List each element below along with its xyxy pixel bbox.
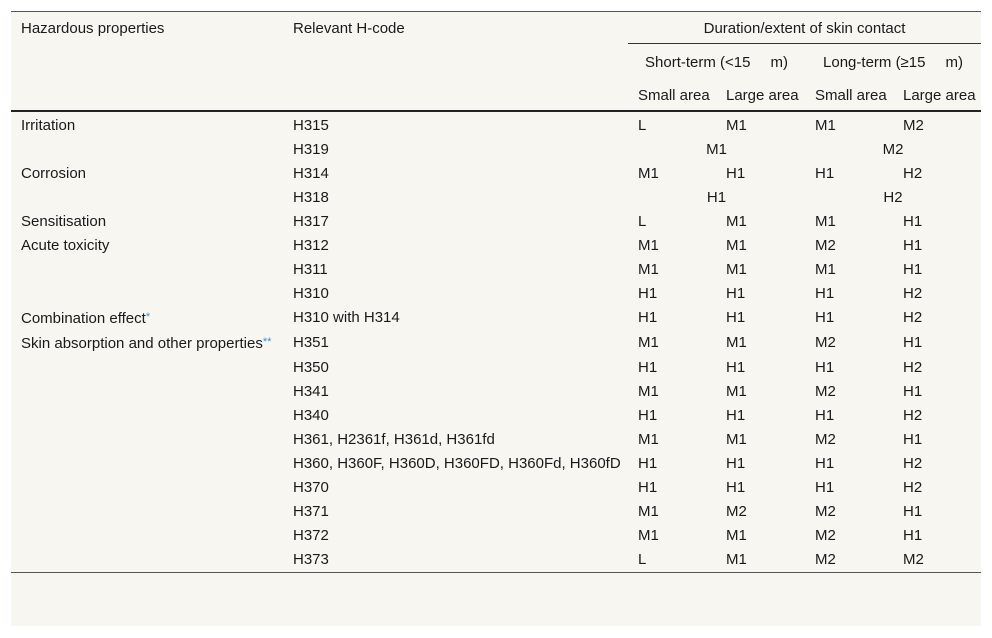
hazard-property-label: Skin absorption and other properties xyxy=(21,335,263,352)
header-hazardous-properties: Hazardous properties xyxy=(21,20,165,37)
value-cell: M1 xyxy=(726,334,747,351)
value-cell: M2 xyxy=(903,117,924,134)
table-row xyxy=(11,111,981,138)
value-cell: M1 xyxy=(815,117,836,134)
table-row xyxy=(11,282,981,306)
value-cell: M1 xyxy=(638,334,659,351)
value-cell: M2 xyxy=(815,527,836,544)
value-cell: H1 xyxy=(903,334,923,351)
hazard-property-cell xyxy=(11,306,283,331)
hcode-cell: H314 xyxy=(293,165,329,182)
header-long-term xyxy=(805,44,981,78)
value-cell: H1 xyxy=(638,285,658,302)
value-cell: M1 xyxy=(815,261,836,278)
hcode-cell: H360, H360F, H360D, H360FD, H360Fd, H360fD xyxy=(293,455,621,472)
value-cell: M1 xyxy=(638,261,659,278)
value-cell: H1 xyxy=(903,383,923,400)
value-cell: H2 xyxy=(903,455,923,472)
header-row-1 xyxy=(11,12,981,44)
hcode-cell: H311 xyxy=(293,261,328,278)
value-cell: M1 xyxy=(638,383,659,400)
value-cell: H1 xyxy=(638,309,658,326)
table-row xyxy=(11,476,981,500)
table-row xyxy=(11,452,981,476)
hcode-cell: H315 xyxy=(293,117,329,134)
table-row xyxy=(11,380,981,404)
value-cell: H1 xyxy=(903,237,923,254)
value-cell: M1 xyxy=(638,431,659,448)
value-cell: M1 xyxy=(726,117,747,134)
value-cell: H1 xyxy=(903,527,923,544)
hazard-property-cell xyxy=(11,186,283,210)
merged-short-value-cell: H1 xyxy=(706,189,727,206)
footnote-link-skin-absorption[interactable]: ** xyxy=(262,336,272,348)
table-row xyxy=(11,356,981,380)
value-cell: M1 xyxy=(638,165,659,182)
value-cell: M1 xyxy=(726,237,747,254)
value-cell: H1 xyxy=(726,309,746,326)
hcode-cell: H370 xyxy=(293,479,329,496)
value-cell: H1 xyxy=(638,407,658,424)
value-cell: H1 xyxy=(815,407,835,424)
hcode-cell: H351 xyxy=(293,334,329,351)
hazard-property-cell: Acute toxicity xyxy=(21,237,110,254)
table-row xyxy=(11,210,981,234)
value-cell: H1 xyxy=(903,431,923,448)
hazard-property-cell xyxy=(11,258,283,282)
value-cell: M1 xyxy=(726,383,747,400)
value-cell: L xyxy=(638,551,647,568)
header-relevant-hcode: Relevant H-code xyxy=(293,20,405,37)
value-cell: M1 xyxy=(638,527,659,544)
hazard-property-label: Combination effect xyxy=(21,310,146,327)
header-large-area-long: Large area xyxy=(903,87,976,104)
hcode-cell: H319 xyxy=(293,141,329,158)
value-cell: M1 xyxy=(726,551,747,568)
value-cell: H1 xyxy=(726,285,746,302)
table-row xyxy=(11,404,981,428)
hazard-property-cell xyxy=(11,356,283,380)
hazard-property-cell xyxy=(11,380,283,404)
value-cell: M1 xyxy=(638,503,659,520)
hcode-cell: H373 xyxy=(293,551,329,568)
skin-contact-hazard-table xyxy=(11,11,981,573)
value-cell: H1 xyxy=(638,479,658,496)
header-small-area-long: Small area xyxy=(815,87,887,104)
hcode-cell: H340 xyxy=(293,407,329,424)
hazard-property-cell xyxy=(11,138,283,162)
value-cell: M1 xyxy=(638,237,659,254)
value-cell: H1 xyxy=(815,455,835,472)
hazard-property-cell: Sensitisation xyxy=(21,213,107,230)
hcode-cell: H371 xyxy=(293,503,329,520)
hazard-property-cell xyxy=(11,428,283,452)
value-cell: H2 xyxy=(903,407,923,424)
hazard-property-cell xyxy=(11,500,283,524)
hazard-property-cell xyxy=(11,452,283,476)
value-cell: M2 xyxy=(903,551,924,568)
value-cell: M2 xyxy=(815,237,836,254)
hazard-property-cell xyxy=(11,476,283,500)
value-cell: H2 xyxy=(903,359,923,376)
header-duration: Duration/extent of skin contact xyxy=(628,12,981,44)
value-cell: H1 xyxy=(903,213,923,230)
header-long-term-label: Long-term (≥15 xyxy=(823,54,926,71)
hazard-property-cell xyxy=(11,331,283,356)
merged-short-value-cell: M1 xyxy=(706,141,727,158)
hcode-cell: H317 xyxy=(293,213,329,230)
header-small-area-short: Small area xyxy=(638,87,710,104)
value-cell: H2 xyxy=(903,309,923,326)
skin-contact-table-container xyxy=(11,11,981,626)
header-short-term-label: Short-term (<15 xyxy=(645,54,751,71)
table-row xyxy=(11,428,981,452)
value-cell: H2 xyxy=(903,479,923,496)
hcode-cell: H350 xyxy=(293,359,329,376)
value-cell: H1 xyxy=(815,359,835,376)
value-cell: L xyxy=(638,117,647,134)
hazard-property-cell: Corrosion xyxy=(21,165,87,182)
value-cell: H1 xyxy=(638,359,658,376)
hazard-property-cell: Irritation xyxy=(21,117,76,134)
table-row xyxy=(11,331,981,356)
hazard-property-cell xyxy=(11,404,283,428)
value-cell: H2 xyxy=(903,165,923,182)
hcode-cell: H341 xyxy=(293,383,329,400)
value-cell: H1 xyxy=(726,165,746,182)
value-cell: H1 xyxy=(815,165,835,182)
value-cell: M2 xyxy=(815,334,836,351)
table-row xyxy=(11,500,981,524)
merged-long-value-cell: M2 xyxy=(882,141,904,158)
hazard-property-cell xyxy=(11,282,283,306)
value-cell: H2 xyxy=(903,285,923,302)
value-cell: M1 xyxy=(815,213,836,230)
header-large-area-short: Large area xyxy=(726,87,799,104)
merged-long-value-cell: H2 xyxy=(883,189,903,206)
table-row xyxy=(11,524,981,548)
value-cell: M2 xyxy=(815,551,836,568)
hcode-cell: H310 xyxy=(293,285,329,302)
hazard-property-cell xyxy=(11,524,283,548)
value-cell: H1 xyxy=(815,479,835,496)
value-cell: H1 xyxy=(903,261,923,278)
value-cell: H1 xyxy=(726,359,746,376)
hazard-property-cell xyxy=(11,548,283,573)
value-cell: M2 xyxy=(815,503,836,520)
value-cell: M1 xyxy=(726,431,747,448)
value-cell: H1 xyxy=(726,455,746,472)
footnote-link-combination[interactable]: * xyxy=(145,311,151,323)
value-cell: M1 xyxy=(726,261,747,278)
hcode-cell: H361, H2361f, H361d, H361fd xyxy=(293,431,495,448)
value-cell: H1 xyxy=(726,479,746,496)
value-cell: M1 xyxy=(726,213,747,230)
value-cell: M2 xyxy=(815,431,836,448)
hcode-cell: H312 xyxy=(293,237,329,254)
header-short-term xyxy=(628,44,805,78)
table-row xyxy=(11,234,981,258)
table-row xyxy=(11,138,981,162)
value-cell: H1 xyxy=(726,407,746,424)
header-long-term-unit: m) xyxy=(945,54,963,71)
table-row xyxy=(11,548,981,573)
hcode-cell: H372 xyxy=(293,527,329,544)
table-row xyxy=(11,306,981,331)
header-short-term-unit: m) xyxy=(770,54,788,71)
value-cell: M1 xyxy=(726,527,747,544)
value-cell: M2 xyxy=(726,503,747,520)
table-row xyxy=(11,186,981,210)
table-row xyxy=(11,258,981,282)
table-row xyxy=(11,162,981,186)
hcode-cell: H318 xyxy=(293,189,329,206)
value-cell: M2 xyxy=(815,383,836,400)
value-cell: H1 xyxy=(638,455,658,472)
hcode-cell: H310 with H314 xyxy=(293,309,400,326)
value-cell: H1 xyxy=(815,285,835,302)
value-cell: L xyxy=(638,213,647,230)
value-cell: H1 xyxy=(903,503,923,520)
value-cell: H1 xyxy=(815,309,835,326)
